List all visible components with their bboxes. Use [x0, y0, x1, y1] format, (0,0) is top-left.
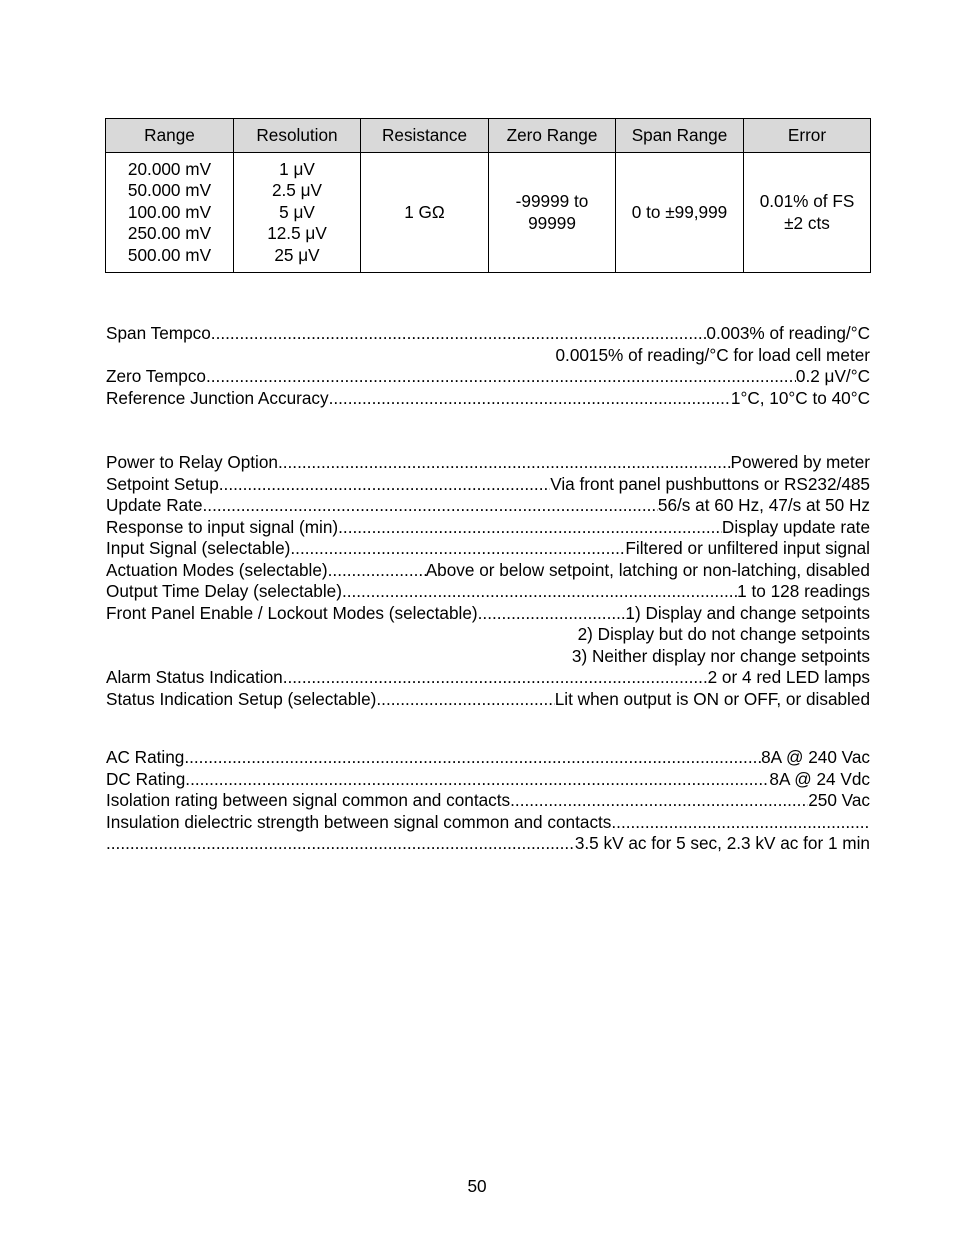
spec-label: Span Tempco [106, 323, 211, 343]
spec-label: DC Rating [106, 768, 186, 789]
spec-label: Response to input signal (min) [106, 516, 339, 537]
dot-leader [184, 747, 761, 769]
table-header-row [106, 119, 871, 153]
cell-zero-range [489, 153, 616, 273]
spec-value-continuation: 0.0015% of reading/°C for load cell meter [555, 344, 870, 365]
spec-row-input-signal [106, 538, 870, 560]
spec-row-response [106, 517, 870, 539]
spec-row-zero-tempco [106, 366, 870, 388]
spec-label: Actuation Modes (selectable) [106, 559, 328, 580]
spec-value-continuation: 2) Display but do not change setpoints [577, 624, 870, 644]
header-zero-range: Zero Range [489, 119, 616, 153]
cell-resolutions [234, 153, 361, 273]
spec-value: 1 to 128 readings [737, 581, 870, 601]
dot-leader [106, 833, 575, 855]
spec-row-reference-junction [106, 388, 870, 410]
spec-value: 1°C, 10°C to 40°C [730, 387, 870, 408]
table-row [106, 153, 871, 273]
resolution-value: 1 μV [279, 158, 315, 179]
error-line: ±2 cts [784, 212, 830, 233]
spec-value: 0.003% of reading/°C [706, 323, 870, 343]
zero-range-line: -99999 to [515, 190, 589, 211]
range-value: 250.00 mV [127, 223, 212, 244]
spec-value: Filtered or unfiltered input signal [625, 538, 870, 558]
rating-section [106, 747, 870, 855]
resolution-value: 12.5 μV [267, 223, 327, 244]
spec-row-dc-rating [106, 769, 870, 791]
dot-leader [219, 474, 550, 496]
page-number: 50 [467, 1176, 487, 1196]
dot-leader [211, 323, 707, 345]
dot-leader [329, 388, 731, 410]
spec-value: 8A @ 24 Vdc [769, 768, 870, 789]
spec-row-setpoint-setup [106, 474, 870, 496]
spec-row-alarm-status [106, 667, 870, 689]
cell-error [744, 153, 871, 273]
spec-row-insulation-value [106, 833, 870, 855]
spec-label: Setpoint Setup [106, 473, 219, 494]
spec-row-output-delay [106, 581, 870, 603]
spec-row-status-indication [106, 689, 870, 711]
dot-leader [328, 560, 426, 582]
spec-value: 3.5 kV ac for 5 sec, 2.3 kV ac for 1 min [574, 833, 870, 853]
dot-leader [338, 517, 722, 539]
spec-row-actuation-modes [106, 560, 870, 582]
spec-value-continuation: 3) Neither display nor change setpoints [571, 645, 870, 666]
spec-value: Lit when output is ON or OFF, or disabled [554, 688, 870, 709]
dot-leader [342, 581, 737, 603]
resolution-value: 5 μV [279, 201, 315, 222]
resolution-value: 2.5 μV [271, 180, 323, 201]
spec-label: Input Signal (selectable) [106, 538, 291, 558]
spec-value: 250 Vac [808, 790, 870, 810]
header-resolution: Resolution [234, 119, 361, 153]
dot-leader [185, 769, 769, 791]
range-value: 100.00 mV [127, 201, 212, 222]
spec-label: Status Indication Setup (selectable) [106, 688, 377, 709]
spec-row-update-rate [106, 495, 870, 517]
dot-leader [278, 452, 731, 474]
dot-leader [510, 790, 808, 812]
spec-label: Insulation dielectric strength between signal common and contacts [106, 811, 612, 832]
dot-leader [203, 495, 658, 517]
range-value: 50.000 mV [127, 180, 212, 201]
resolution-value: 25 μV [274, 244, 320, 265]
spec-row-front-panel [106, 603, 870, 625]
cell-resistance: 1 GΩ [361, 153, 489, 273]
zero-range-line: 99999 [528, 212, 576, 233]
spec-label: Zero Tempco [106, 366, 206, 386]
specs-table [105, 118, 871, 273]
dot-leader [206, 366, 796, 388]
spec-value: 0.2 μV/°C [795, 366, 870, 386]
header-span-range: Span Range [616, 119, 744, 153]
spec-label: Power to Relay Option [106, 452, 278, 472]
tempco-section [106, 323, 870, 409]
spec-row-power-to-relay [106, 452, 870, 474]
range-value: 500.00 mV [127, 244, 212, 265]
cell-ranges [106, 153, 234, 273]
spec-label: Isolation rating between signal common and contacts [106, 790, 511, 810]
cell-span-range: 0 to ±99,999 [616, 153, 744, 273]
spec-value: Above or below setpoint, latching or non-latching, disabled [425, 559, 870, 580]
spec-row-isolation [106, 790, 870, 812]
dot-leader [376, 689, 554, 711]
spec-value: 8A @ 240 Vac [761, 747, 870, 767]
error-line: 0.01% of FS [759, 190, 855, 211]
spec-label: Front Panel Enable / Lockout Modes (selectable) [106, 602, 478, 623]
spec-label: Reference Junction Accuracy [106, 387, 329, 408]
dot-leader [611, 812, 870, 834]
spec-value: 1) Display and change setpoints [625, 602, 870, 623]
dot-leader [283, 667, 708, 689]
spec-label: Update Rate [106, 495, 203, 515]
spec-value: 56/s at 60 Hz, 47/s at 50 Hz [657, 495, 870, 515]
spec-row-insulation [106, 812, 870, 834]
spec-row-span-tempco [106, 323, 870, 345]
spec-label: AC Rating [106, 747, 185, 767]
spec-value: Powered by meter [730, 452, 870, 472]
dot-leader [478, 603, 626, 625]
header-range: Range [106, 119, 234, 153]
spec-value: 2 or 4 red LED lamps [707, 667, 870, 687]
header-error: Error [744, 119, 871, 153]
relay-section [106, 452, 870, 710]
spec-label: Output Time Delay (selectable) [106, 581, 342, 601]
dot-leader [290, 538, 625, 560]
spec-value: Display update rate [721, 516, 870, 537]
range-value: 20.000 mV [127, 158, 212, 179]
spec-value: Via front panel pushbuttons or RS232/485 [550, 473, 870, 494]
header-resistance: Resistance [361, 119, 489, 153]
spec-row-ac-rating [106, 747, 870, 769]
spec-label: Alarm Status Indication [106, 667, 283, 687]
